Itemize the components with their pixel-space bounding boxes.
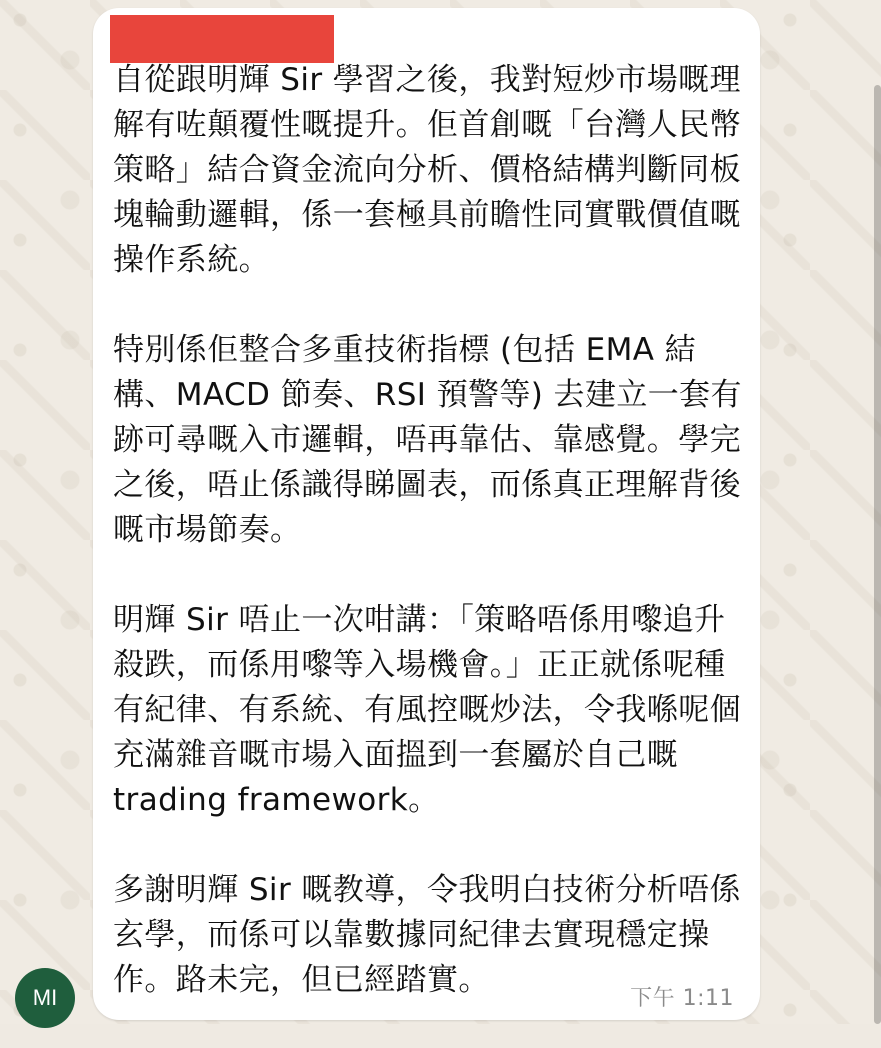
message-paragraph: 自從跟明輝 Sir 學習之後，我對短炒市場嘅理解有咗顛覆性嘅提升。佢首創嘅「台灣人民幣策略」結合資金流向分析、價格結構判斷同板塊輪動邏輯，係一套極具前瞻性同實戰價值嘅操作系統。 [113, 62, 741, 278]
scrollbar[interactable] [874, 85, 881, 1024]
redacted-sender-name [110, 15, 334, 63]
message-paragraph: 特別係佢整合多重技術指標 (包括 EMA 結構、MACD 節奏、RSI 預警等) 去建立一套有跡可尋嘅入市邏輯，唔再靠估、靠感覺。學完之後，唔止係識得睇圖表，而係真正理解背後嘅市場節奏。 [113, 332, 742, 548]
avatar[interactable]: MI [15, 968, 75, 1028]
message-paragraph: 多謝明輝 Sir 嘅教導，令我明白技術分析唔係玄學，而係可以靠數據同紀律去實現穩定操作。路未完，但已經踏實。 [113, 872, 741, 998]
message-bubble[interactable] [93, 8, 760, 1020]
message-timestamp: 下午 1:11 [630, 986, 734, 1011]
message-text [113, 58, 753, 1048]
message-paragraph: 明輝 Sir 唔止一次咁講：「策略唔係用嚟追升殺跌，而係用嚟等入場機會。」正正就係呢種有紀律、有系統、有風控嘅炒法，令我喺呢個充滿雜音嘅市場入面搵到一套屬於自己嘅 trading framework。 [113, 602, 741, 818]
